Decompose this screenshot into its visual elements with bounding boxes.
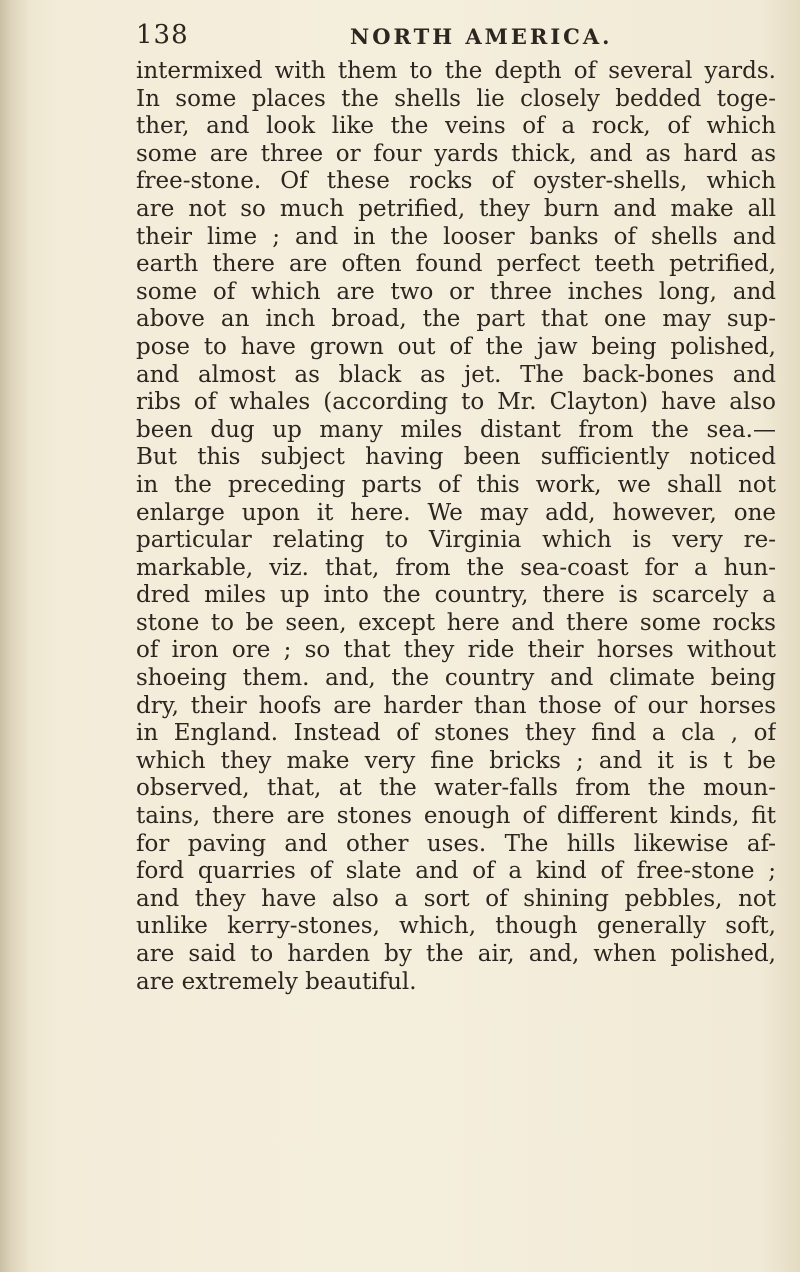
- text-line: and almost as black as jet. The back-bones and: [136, 361, 776, 388]
- text-line: some are three or four yards thick, and as hard as: [136, 140, 776, 167]
- text-line: dry, their hoofs are harder than those of our horses: [136, 692, 776, 719]
- text-line: are extremely beautiful.: [136, 968, 417, 995]
- text-line: dred miles up into the country, there is scarcely a: [136, 582, 776, 609]
- text-line: free-stone. Of these rocks of oyster-shells, which: [136, 168, 776, 195]
- running-head: NORTH AMERICA.: [350, 24, 613, 49]
- text-line: enlarge upon it here. We may add, however, one: [136, 499, 776, 526]
- page-number: 138: [136, 20, 189, 50]
- page-header: [136, 20, 736, 60]
- text-line: In some places the shells lie closely bedded toge-: [136, 85, 776, 112]
- page-binding-edge: [0, 0, 30, 1272]
- text-line: But this subject having been sufficiently noticed: [136, 444, 776, 471]
- text-line: for paving and other uses. The hills likewise af-: [136, 830, 776, 857]
- text-line: ford quarries of slate and of a kind of free-stone ;: [136, 858, 776, 885]
- text-line: ribs of whales (according to Mr. Clayton) have also: [136, 389, 776, 416]
- text-line: ther, and look like the veins of a rock, of which: [136, 113, 776, 140]
- text-line: tains, there are stones enough of different kinds, fit: [136, 803, 776, 830]
- text-line: are not so much petrified, they burn and make all: [136, 195, 776, 222]
- text-line: shoeing them. and, the country and climate being: [136, 665, 776, 692]
- text-line: of iron ore ; so that they ride their horses without: [136, 637, 776, 664]
- text-line: some of which are two or three inches long, and: [136, 278, 776, 305]
- text-line: markable, viz. that, from the sea-coast for a hun-: [136, 554, 776, 581]
- text-line: stone to be seen, except here and there some rocks: [136, 609, 776, 636]
- text-line: unlike kerry-stones, which, though generally soft,: [136, 913, 776, 940]
- text-line: earth there are often found perfect teeth petrified,: [136, 251, 776, 278]
- text-line: intermixed with them to the depth of several yards.: [136, 58, 776, 84]
- text-line: and they have also a sort of shining pebbles, not: [136, 885, 776, 912]
- text-line: observed, that, at the water-falls from the moun-: [136, 775, 776, 802]
- text-line: are said to harden by the air, and, when polished,: [136, 941, 776, 967]
- text-line: been dug up many miles distant from the sea.—: [136, 416, 776, 443]
- text-line: their lime ; and in the looser banks of shells and: [136, 223, 776, 250]
- text-line: in the preceding parts of this work, we shall not: [136, 471, 776, 498]
- text-line: above an inch broad, the part that one may sup-: [136, 306, 776, 333]
- text-line: in England. Instead of stones they find a cla , of: [136, 720, 776, 747]
- text-line: which they make very fine bricks ; and it is t be: [136, 747, 776, 774]
- body-text: [136, 58, 776, 996]
- text-line: pose to have grown out of the jaw being polished,: [136, 333, 776, 360]
- text-line: particular relating to Virginia which is very re-: [136, 527, 776, 554]
